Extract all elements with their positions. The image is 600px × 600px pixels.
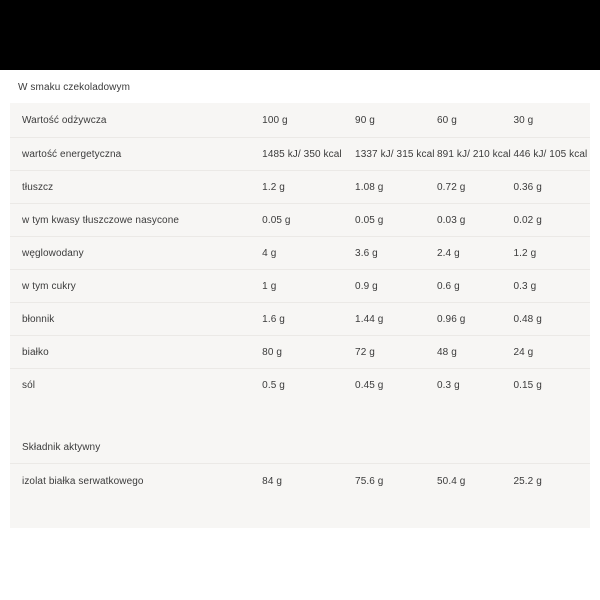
row-value-100g: 0.5 g [262, 379, 285, 391]
row-value-90g: 3.6 g [355, 237, 437, 270]
table-row [10, 336, 590, 369]
row-label: błonnik [10, 303, 262, 336]
table-row [10, 171, 590, 204]
row-value-90g: 0.9 g [355, 270, 437, 303]
column-header-100g: 100 g [262, 103, 355, 138]
nutrition-panel [0, 70, 600, 600]
row-label: wartość energetyczna [10, 138, 262, 171]
row-label: w tym kwasy tłuszczowe nasycone [10, 204, 262, 237]
row-label: węglowodany [10, 237, 262, 270]
row-value-100g: 84 g [262, 475, 283, 487]
column-header-90g: 90 g [355, 103, 437, 138]
row-label: sól [22, 379, 36, 391]
row-value-100g: 1.6 g [262, 303, 355, 336]
table-row [10, 270, 590, 303]
row-value-100g: 4 g [262, 237, 355, 270]
table-row [10, 369, 590, 402]
table-row [10, 303, 590, 336]
column-header-30g: 30 g [513, 103, 590, 138]
row-value-90g: 1337 kJ/ 315 kcal [355, 138, 437, 171]
row-value-30g: 25.2 g [513, 475, 542, 487]
table-header-row [10, 103, 590, 138]
row-label: białko [10, 336, 262, 369]
row-value-100g: 1 g [262, 270, 355, 303]
section-label: Składnik aktywny [10, 431, 262, 464]
column-header-nutrient: Wartość odżywcza [10, 103, 262, 138]
flavour-caption: W smaku czekoladowym [18, 82, 131, 93]
nutrition-table [10, 103, 590, 498]
row-value-60g: 0.3 g [437, 379, 460, 391]
row-value-30g: 0.02 g [513, 204, 590, 237]
row-value-100g: 80 g [262, 336, 355, 369]
nutrition-table-container [10, 103, 590, 528]
row-value-90g: 72 g [355, 336, 437, 369]
section-header-row [10, 431, 590, 464]
row-value-30g: 1.2 g [513, 237, 590, 270]
row-value-60g: 0.03 g [437, 204, 513, 237]
row-value-90g: 0.05 g [355, 204, 437, 237]
row-value-60g: 50.4 g [437, 475, 466, 487]
row-label: izolat białka serwatkowego [22, 475, 144, 487]
row-value-30g: 0.36 g [513, 171, 590, 204]
row-value-90g: 1.08 g [355, 171, 437, 204]
table-row [10, 138, 590, 171]
row-value-60g: 0.96 g [437, 303, 513, 336]
table-bottom-padding [10, 498, 590, 528]
table-spacer-row [10, 401, 590, 431]
row-value-90g: 75.6 g [355, 475, 384, 487]
row-value-100g: 1485 kJ/ 350 kcal [262, 138, 355, 171]
row-value-30g: 446 kJ/ 105 kcal [513, 138, 590, 171]
row-label: w tym cukry [10, 270, 262, 303]
row-value-100g: 1.2 g [262, 171, 355, 204]
row-value-60g: 891 kJ/ 210 kcal [437, 138, 513, 171]
row-value-90g: 0.45 g [355, 379, 384, 391]
row-value-100g: 0.05 g [262, 204, 355, 237]
row-value-30g: 0.15 g [513, 379, 542, 391]
row-value-60g: 0.6 g [437, 270, 513, 303]
table-row [10, 237, 590, 270]
row-value-60g: 2.4 g [437, 237, 513, 270]
row-value-60g: 48 g [437, 336, 513, 369]
row-value-30g: 24 g [513, 336, 590, 369]
row-label: tłuszcz [10, 171, 262, 204]
row-value-90g: 1.44 g [355, 303, 437, 336]
table-row [10, 204, 590, 237]
row-value-30g: 0.48 g [513, 303, 590, 336]
column-header-60g: 60 g [437, 103, 513, 138]
row-value-30g: 0.3 g [513, 270, 590, 303]
row-value-60g: 0.72 g [437, 171, 513, 204]
table-row [10, 464, 590, 499]
